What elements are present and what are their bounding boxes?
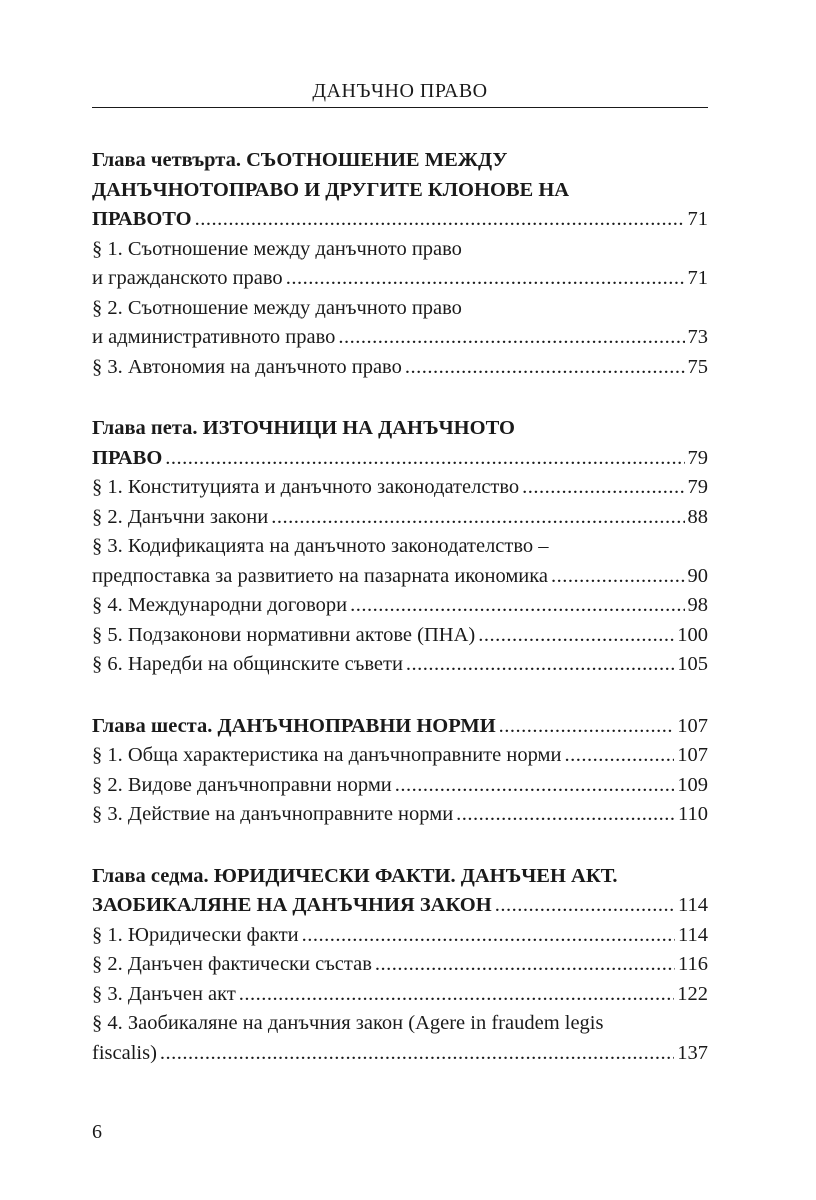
- page-number: 6: [92, 1121, 102, 1143]
- page-ref: 114: [678, 894, 708, 916]
- page-ref: 137: [677, 1041, 708, 1064]
- section-title: и административното право: [92, 326, 336, 348]
- section-title: § 1. Обща характеристика на данъчноправните норми: [92, 744, 562, 766]
- page-ref: 122: [677, 982, 708, 1005]
- section-4-2-line-1: § 2. Съотношение между данъчното право: [92, 296, 462, 319]
- page-ref: 88: [687, 505, 708, 528]
- toc-entry-section-5-5[interactable]: [92, 621, 708, 651]
- toc-entry-section-7-2[interactable]: [92, 950, 708, 980]
- dot-leader: [405, 353, 685, 383]
- chapter-7-title-line-1: [92, 862, 708, 892]
- page-ref: 98: [687, 594, 708, 616]
- chapter-6: [92, 712, 708, 830]
- toc-entry-section-4-3[interactable]: [92, 353, 708, 383]
- chapter-6-title-last: ДАНЪЧНОПРАВНИ НОРМИ: [217, 714, 496, 737]
- table-of-contents: [92, 146, 708, 1100]
- toc-entry-section-7-3[interactable]: [92, 980, 708, 1010]
- dot-leader: [495, 891, 675, 921]
- section-title: § 3. Действие на данъчноправните норми: [92, 803, 454, 825]
- section-title: fiscalis): [92, 1041, 157, 1064]
- toc-entry-section-5-2[interactable]: [92, 503, 708, 533]
- dot-leader: [160, 1039, 674, 1069]
- dot-leader: [350, 591, 684, 621]
- dot-leader: [478, 621, 674, 651]
- section-title: § 6. Наредби на общинските съвети: [92, 653, 403, 675]
- dot-leader: [271, 503, 684, 533]
- section-title: § 2. Данъчен фактически състав: [92, 953, 372, 975]
- running-header: ДАНЪЧНО ПРАВО: [312, 80, 488, 102]
- page-ref: 100: [677, 623, 708, 646]
- chapter-4: [92, 146, 708, 382]
- chapter-7: [92, 862, 708, 1069]
- page-ref: 75: [687, 355, 708, 378]
- dot-leader: [551, 562, 684, 592]
- dot-leader: [286, 264, 685, 294]
- page-ref: 107: [677, 744, 708, 766]
- dot-leader: [338, 323, 684, 353]
- page-ref: 107: [677, 714, 708, 737]
- toc-entry-chapter-7[interactable]: [92, 891, 708, 921]
- chapter-5-prefix: Глава пета.: [92, 417, 203, 439]
- toc-entry-section-5-4[interactable]: [92, 591, 708, 621]
- chapter-7-prefix: Глава седма.: [92, 864, 214, 887]
- toc-entry-section-4-1[interactable]: [92, 264, 708, 294]
- chapter-4-title-part-1: СЪОТНОШЕНИЕ МЕЖДУ: [246, 149, 508, 171]
- page-ref: 71: [687, 208, 708, 230]
- chapter-4-prefix: Глава четвърта.: [92, 149, 247, 171]
- chapter-6-title: [92, 712, 496, 742]
- page-ref: 105: [677, 653, 708, 675]
- section-5-3-line-1: § 3. Кодификацията на данъчното законодателство –: [92, 535, 549, 557]
- page-ref: 73: [687, 326, 708, 348]
- chapter-6-prefix: Глава шеста.: [92, 714, 218, 737]
- section-title: § 4. Международни договори: [92, 594, 348, 616]
- section-title: § 3. Автономия на данъчното право: [92, 355, 402, 378]
- page-ref: 110: [678, 803, 708, 825]
- dot-leader: [406, 650, 674, 680]
- dot-leader: [375, 950, 675, 980]
- toc-entry-section-6-3[interactable]: [92, 800, 708, 830]
- toc-entry-section-6-1[interactable]: [92, 741, 708, 771]
- chapter-7-title-last: ЗАОБИКАЛЯНЕ НА ДАНЪЧНИЯ ЗАКОН: [92, 894, 492, 916]
- section-title: § 5. Подзаконови нормативни актове (ПНА): [92, 623, 476, 646]
- toc-entry-chapter-4[interactable]: [92, 205, 708, 235]
- toc-entry-chapter-5[interactable]: [92, 444, 708, 474]
- section-title: и гражданското право: [92, 267, 283, 289]
- chapter-5-title-line-1: [92, 414, 708, 444]
- section-title: § 1. Конституцията и данъчното законодателство: [92, 476, 520, 498]
- chapter-4-title-last: ПРАВОТО: [92, 208, 192, 230]
- page-ref: 71: [687, 267, 708, 289]
- dot-leader: [239, 980, 674, 1010]
- section-title: предпоставка за развитието на пазарната икономика: [92, 564, 549, 587]
- toc-entry-chapter-6[interactable]: [92, 712, 708, 742]
- section-title: § 3. Данъчен акт: [92, 982, 236, 1005]
- toc-entry-section-5-6[interactable]: [92, 650, 708, 680]
- chapter-4-title-line-2: ДАНЪЧНОТОПРАВО И ДРУГИТЕ КЛОНОВЕ НА: [92, 178, 570, 201]
- dot-leader: [302, 921, 675, 951]
- section-title: § 2. Данъчни закони: [92, 505, 269, 528]
- chapter-4-title-line-1: [92, 146, 708, 176]
- toc-entry-section-7-1[interactable]: [92, 921, 708, 951]
- dot-leader: [564, 741, 674, 771]
- toc-entry-section-7-4[interactable]: [92, 1039, 708, 1069]
- page-ref: 114: [678, 923, 708, 946]
- toc-entry-section-5-1[interactable]: [92, 473, 708, 503]
- page-ref: 90: [687, 564, 708, 587]
- dot-leader: [499, 712, 675, 742]
- dot-leader: [522, 473, 684, 503]
- chapter-5: [92, 414, 708, 680]
- section-title: § 2. Видове данъчноправни норми: [92, 773, 392, 796]
- page-ref: 116: [678, 953, 708, 975]
- header-rule: [92, 107, 708, 108]
- page-ref: 109: [677, 773, 708, 796]
- chapter-5-title-part-1: ИЗТОЧНИЦИ НА ДАНЪЧНОТО: [202, 417, 515, 439]
- chapter-7-title-part-1: ЮРИДИЧЕСКИ ФАКТИ. ДАНЪЧЕН АКТ.: [213, 864, 618, 887]
- toc-entry-section-5-3[interactable]: [92, 562, 708, 592]
- chapter-5-title-last: ПРАВО: [92, 446, 163, 469]
- page-ref: 79: [687, 446, 708, 469]
- dot-leader: [456, 800, 675, 830]
- page-ref: 79: [687, 476, 708, 498]
- section-title: § 1. Юридически факти: [92, 923, 299, 946]
- section-7-4-line-1: § 4. Заобикаляне на данъчния закон (Agere in fraudem legis: [92, 1012, 604, 1034]
- dot-leader: [395, 771, 674, 801]
- dot-leader: [195, 205, 685, 235]
- toc-entry-section-4-2[interactable]: [92, 323, 708, 353]
- dot-leader: [165, 444, 684, 474]
- toc-entry-section-6-2[interactable]: [92, 771, 708, 801]
- section-4-1-line-1: § 1. Съотношение между данъчното право: [92, 237, 462, 260]
